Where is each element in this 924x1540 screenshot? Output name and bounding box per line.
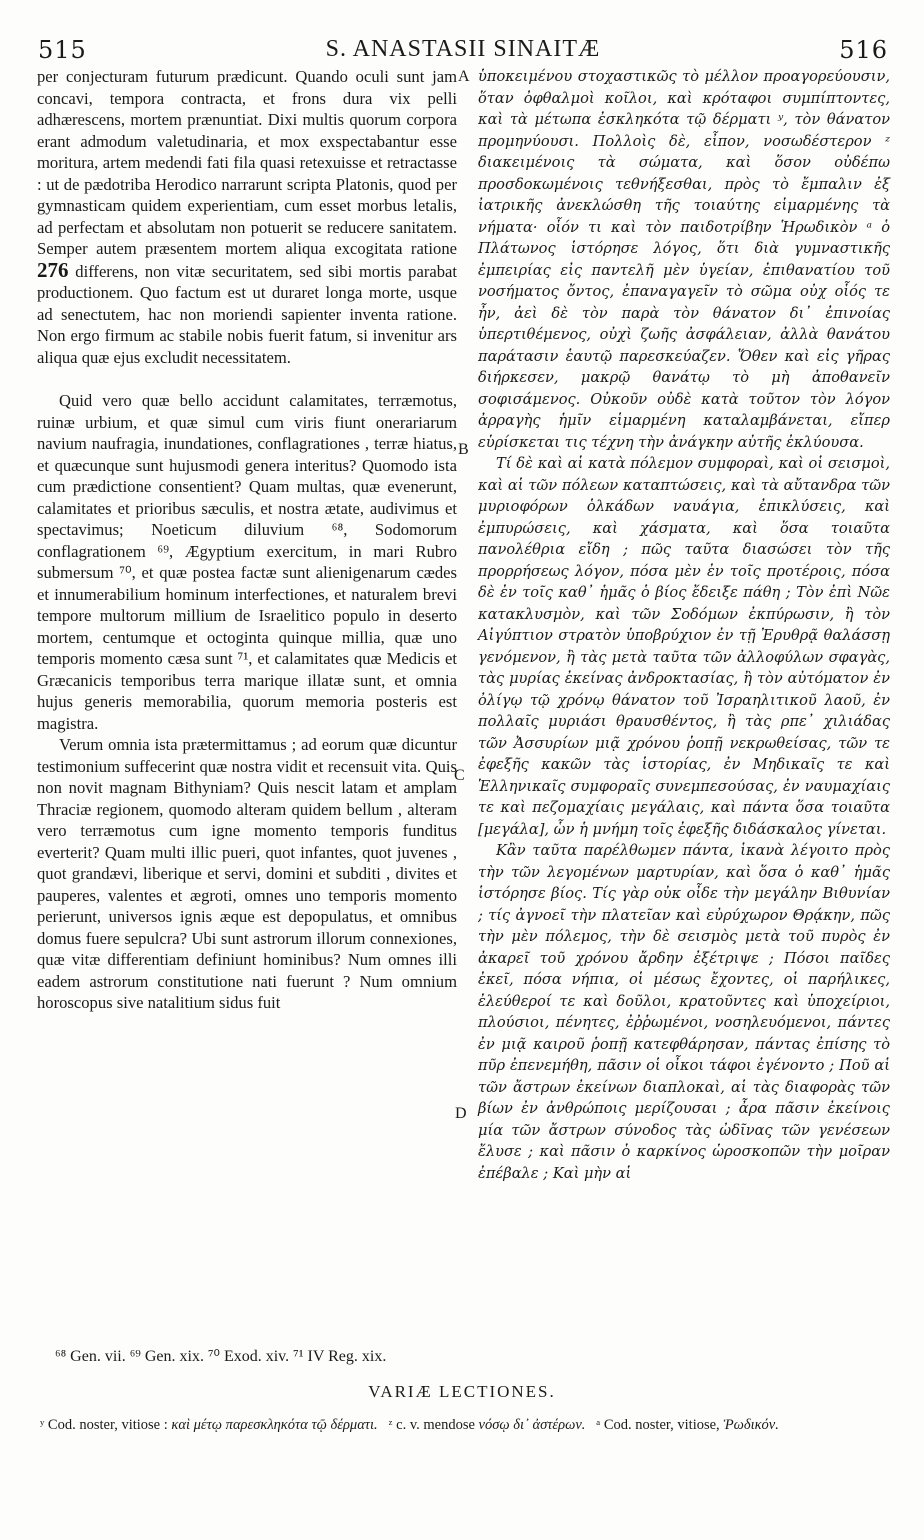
- section-marker-c: C: [454, 767, 465, 784]
- latin-column: [37, 66, 457, 1014]
- variant-z-prefix: ᶻ c. v. mendose: [388, 1417, 475, 1433]
- footnotes: ⁶⁸ Gen. vii. ⁶⁹ Gen. xix. ⁷⁰ Exod. xiv. ⁷¹ IV Reg. xix.: [55, 1348, 387, 1365]
- greek-paragraph-1: ὑποκειμένου στοχαστικῶς τὸ μέλλον προαγορεύουσιν, ὅταν ὀφθαλμοὶ κοῖλοι, καὶ κρόταφοι συμπίπτοντες, καὶ τὰ μέτωπα ἐσκληκότα τῷ δέρματι ʸ, τὸν θάνατον προμηνύουσι. Πολλοὶς δὲ, εἶπον, νοσωδέστερον ᶻ διακειμένοις τὰ σώματα, καὶ ὅσον οὐδέπω προσδοκωμένοις τεθνήξεσθαι, πρὸς τὸ ἔμπαλιν ἐξ ἰατρικῆς ἀνεκλώσθη τῆς τοιαύτης εἱμαρμένης τὰ νήματα· οἷόν τι καὶ τὸν παιδοτρίβην Ἡρωδικὸν ᵃ ὁ Πλάτωνος ἱστόρησε λόγος, ὅτι διὰ γυμναστικῆς ἐμπειρίας εἰς παντελῆ μὲν ὑγείαν, ἐπιθανατίου τοῦ νοσήματος ὄντος, ἐπαναγαγεῖν τὸ σῶμα οὐχ οἷός τε ἦν, ἀεὶ δὲ τὸν παρὰ τὸν θάνατον δι᾽ ἐπινοίας ὑπερτιθέμενος, οὐχὶ ζωῆς ἀσφάλειαν, ἀλλὰ θανάτου παράτασιν ἑαυτῷ παρεσκεύαζεν. Ὅθεν καὶ εἰς γῆρας διήρκεσεν, μακρῷ θανάτῳ τὸ μὴ ἀποθανεῖν σοφισάμενος. Οὐκοῦν οὐδὲ κατὰ τοῦτον τὸν λόγον ἀρραγὴς ἡμῖν εἱμαρμένη καταλαμβάνεται, εἴπερ εὑρίσκεται τις τέχνη τὴν ἀνάγκην αὐτῆς ἐκλύουσα.: [478, 68, 890, 451]
- running-title: S. ANASTASII SINAITÆ: [325, 36, 601, 62]
- variant-a-prefix: ᵃ Cod. noster, vitiose,: [596, 1417, 720, 1433]
- greek-paragraph-2: Τί δὲ καὶ αἱ κατὰ πόλεμον συμφοραὶ, καὶ οἱ σεισμοὶ, καὶ αἱ τῶν πόλεων καταπτώσεις, καὶ τὰ αὔτανδρα τῶν μυριοφόρων ὁλκάδων ναυάγια, ἐπικλύσεις, καὶ ἐμπυρώσεις, καὶ χάσματα, καὶ ὅσα τοιαῦτα πανολέθρια εἴδη ; πῶς ταῦτα διασώσει τὸν τῆς προρρήσεως λόγον, πόσα μὲν ἐν τοῖς προτέροις, πόσα δὲ ἐν τοῖς καθ᾽ ἡμᾶς ὁ βίος ἔδειξε πάθη ; Τὸν ἐπὶ Νῶε κατακλυσμὸν, καὶ τῶν Σοδόμων ἐκπύρωσιν, ἢ τὸν Αἰγύπτιον στρατὸν ὑποβρύχιον ἐν τῇ Ἐρυθρᾷ θαλάσσῃ γενόμενον, ἢ τὰς μετὰ ταῦτα τῶν ἀλλοφύλων σφαγὰς, τὰς μυρίας ἐκείνας ἀνδροκτασίας, ἢ τὸν αὐτόματον ἐν ὀλίγῳ τῷ χρόνῳ θάνατον τοῦ Ἰσραηλιτικοῦ λαοῦ, ἐν πολλαῖς μυριάσι θραυσθέντος, ἢ τὰς ρπε᾽ χιλιάδας τῶν Ἀσσυρίων μιᾷ χρόνου ῥοπῇ νεκρωθείσας, τῶν τε ἐφεξῆς κακῶν τὰς ἱστορίας, ἐν Μηδικαῖς τε καὶ Ἑλληνικαῖς συμφοραῖς συνεμπεσούσας, ἐν ναυμαχίαις τε καὶ πεζομαχίαις μεγάλαις, καὶ πάντα ὅσα τοιαῦτα [μεγάλα], ὧν ἡ μνήμη τοῖς ἐφεξῆς διδάσκαλος γίνεται.: [478, 455, 890, 838]
- greek-paragraph-3: Κἂν ταῦτα παρέλθωμεν πάντα, ἱκανὰ λέγοιτο πρὸς τὴν τῶν λεγομένων μαρτυρίαν, καὶ ὅσα ὁ καθ᾽ ἡμᾶς ἱστόρησε βίος. Τίς γὰρ οὐκ οἶδε τὴν μεγάλην Βιθυνίαν ; τίς ἀγνοεῖ τὴν πλατεῖαν καὶ εὐρύχωρον Θρᾴκην, πῶς τὴν μὲν πόλεμος, τὴν δὲ σεισμὸς μετὰ τοῦ πυρὸς ἐν ἀκαρεῖ τοῦ χρόνου ἄρδην ἐξέτριψε ; Πόσοι παῖδες ἐκεῖ, πόσα νήπια, οἱ μέσως ἔχοντες, οἱ παρήλικες, ἐλεύθεροί τε καὶ δοῦλοι, κρατοῦντες καὶ ὑποχείριοι, πλούσιοι, πένητες, ἐῤῥωμένοι, νοσηλευόμενοι, πάντες ἐν μιᾷ καιροῦ ῥοπῇ κατεφθάρησαν, πάντας ἐπίσης τὸ πῦρ ἐπενεμήθη, πᾶσιν οἱ οἶκοι τάφοι ἐγένοντο ; Ποῦ αἱ τῶν ἄστρων ἐκείνων διαπλοκαὶ, αἱ τὰς διαφορὰς τῶν βίων ἐν ἀνθρώποις μερίζουσαι ; ἆρα πᾶσιν ἐκείνοις μία τῶν ἄστρων σύνοδος τὰς ὠδῖνας τῶν γενέσεων ἔλυσε ; καὶ πᾶσιν ὁ καρκίνος ὡροσκοπῶν τὴν μοῖραν ἐπέβαλε ; Καὶ μὴν αἱ: [478, 842, 890, 1182]
- column-number: 276: [37, 257, 69, 282]
- variant-y-text: καὶ μέτῳ παρεσκληκότα τῷ δέρματι.: [171, 1417, 378, 1433]
- variant-y-prefix: ʸ Cod. noster, vitiose :: [40, 1417, 168, 1433]
- variae-lectiones-heading: VARIÆ LECTIONES.: [368, 1382, 556, 1401]
- latin-paragraph-2: Quid vero quæ bello accidunt calamitates, terræmotus, ruinæ urbium, et quæ simul cum viris fiunt onerariarum navium naufragia, inundationes, conflagrationes , terræ hiatus, et quæcunque sunt hujusmodi genera interitus? Quomodo ista cum prædictione consentient? Quam multas, quæ evenerunt, calamitates et prioribus sæculis, et nostra ætate, audivimus et spectavimus; Noeticum diluvium ⁶⁸, Sodomorum conflagrationem ⁶⁹, Ægyptium exercitum, in mari Rubro submersum ⁷⁰, et quæ postea factæ sunt alienigenarum cædes et innumerabilium hominum interfectiones, et naturalem brevi tempore multorum millium de Israelitico populo in deserto mortem, centumque et octoginta quinque millia, quæ uno temporis momento cæsa sunt ⁷¹, et calamitates quæ Medicis et Græcanicis temporibus terra marique illatæ sunt, et omnia hujus generis memorabilia, quorum memoria posteris est magistra.: [37, 391, 457, 733]
- latin-paragraph-3: Verum omnia ista prætermittamus ; ad eorum quæ dicuntur testimonium suffecerint quæ nostra vidit et recensuit vita. Quis non novit magnam Bithyniam? Quis nescit latam et amplam Thraciæ regionem, quomodo alteram quidem bellum , alteram vero terræmotus cum igne momento temporis funditus everterit? Quam multi illic pueri, quot infantes, quot juvenes , quot grandævi, liberique et servi, domini et subditi , divites et pauperes, valentes et ægroti, omnes uno temporis momento perierunt, universos ignis æque est depopulatus, et omnibus domus fuere sepulcra? Ubi sunt astrorum illorum connexiones, quæ vitæ differentiam definiunt hominibus? Num omnes illi eadem astrorum constitutione nati fuerunt ? Num omnium horoscopus sive natalitium sidus fuit: [37, 735, 457, 1012]
- variant-z-text: νόσῳ δι᾽ ἀστέρων.: [478, 1417, 586, 1433]
- variant-a-text: Ῥωδικόν.: [723, 1417, 779, 1433]
- page-header: [38, 36, 888, 66]
- page-number-left: 515: [38, 36, 87, 64]
- greek-column: [478, 66, 890, 1184]
- page-number-right: 516: [839, 36, 888, 64]
- latin-paragraph-1: per conjecturam futurum prædicunt. Quando oculi sunt jam concavi, tempora contracta, et frons dura vix pelli adhærescens, mortem prænuntiat. Dixi multis quorum corpora erant admodum valetudinaria, et mox exspectabantur esse moritura, artem medendi fati fila quasi retexuisse et retractasse : ut de pædotriba Herodico narrarunt scripta Platonis, quod per gymnasticam quidem experientiam, cum esset morbus letalis, ad perfectam et absolutam non potuerit se reducere sanitatem. Semper autem præsentem mortem aliqua excogitata ratione 276 differens, non vitæ securitatem, sed sibi mortis parabat productionem. Quo factum est ut duraret longa morte, usque ad senectutem, hac non moriendi sapienter inventa ratione. Non ergo firmum ac stabile nobis fuerit fatum, si invenitur ars aliqua quæ ejus excludit necessitatem.: [37, 67, 457, 367]
- section-marker-b: B: [458, 441, 469, 458]
- variae-lectiones: [40, 1416, 880, 1434]
- section-marker-a: A: [458, 68, 470, 85]
- section-marker-d: D: [455, 1105, 467, 1122]
